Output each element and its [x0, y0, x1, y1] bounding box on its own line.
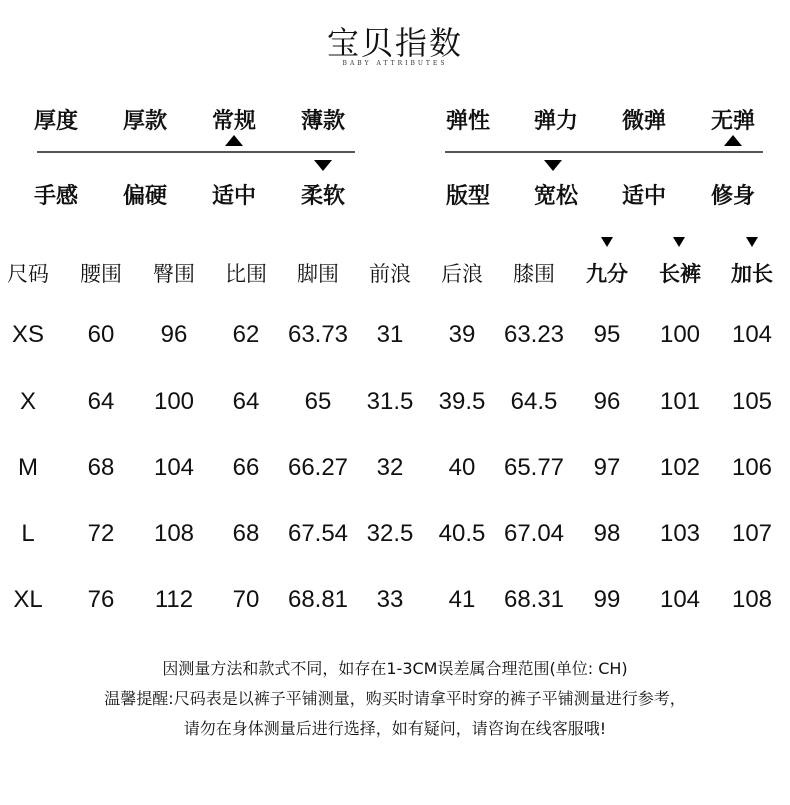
- elasticity-fit-scale-line: [445, 151, 763, 153]
- table-cell: 108: [153, 520, 195, 547]
- table-cell: 41: [448, 586, 476, 613]
- feel-option-medium: 适中: [211, 184, 256, 209]
- thickness-option-regular: 常规: [211, 109, 256, 134]
- table-cell: 63.73: [287, 321, 349, 348]
- table-cell: 102: [659, 454, 701, 481]
- length-marker-icon: [673, 237, 685, 247]
- fit-option-loose: 宽松: [533, 184, 578, 209]
- size-label: X: [19, 388, 36, 415]
- table-cell: 101: [659, 388, 701, 415]
- table-cell: 62: [232, 321, 260, 348]
- length-marker-icon: [601, 237, 613, 247]
- table-cell: 105: [731, 388, 773, 415]
- elasticity-option-slight: 微弹: [621, 109, 666, 134]
- table-cell: 96: [160, 321, 188, 348]
- feel-down-marker-icon: [314, 160, 332, 171]
- table-cell: 39: [448, 321, 476, 348]
- table-cell: 40.5: [438, 520, 486, 547]
- table-cell: 98: [593, 520, 621, 547]
- page-title: 宝贝指数: [326, 24, 463, 62]
- table-cell: 68.31: [503, 586, 565, 613]
- elasticity-option-stretch: 弹力: [533, 109, 578, 134]
- size-label: XS: [11, 321, 44, 348]
- elasticity-up-marker-icon: [724, 135, 742, 146]
- table-cell: 106: [731, 454, 773, 481]
- table-cell: 103: [659, 520, 701, 547]
- table-cell: 96: [593, 388, 621, 415]
- elasticity-label: 弹性: [445, 109, 490, 134]
- table-cell: 40: [448, 454, 476, 481]
- header-thigh: 比围: [225, 262, 267, 286]
- header-size: 尺码: [7, 262, 49, 286]
- header-extra-long: 加长: [731, 262, 773, 286]
- table-cell: 64: [87, 388, 115, 415]
- table-cell: 104: [153, 454, 195, 481]
- elasticity-option-none: 无弹: [710, 109, 755, 134]
- table-cell: 68: [87, 454, 115, 481]
- note-line-1: 因测量方法和款式不同，如存在1-3CM误差属合理范围(单位: CH): [162, 659, 628, 678]
- page-subtitle: BABY ATTRIBUTES: [342, 60, 448, 67]
- table-cell: 39.5: [438, 388, 486, 415]
- table-cell: 33: [376, 586, 404, 613]
- header-back-rise: 后浪: [441, 262, 483, 286]
- table-cell: 65: [304, 388, 332, 415]
- table-cell: 60: [87, 321, 115, 348]
- feel-option-soft: 柔软: [300, 184, 345, 209]
- table-cell: 104: [731, 321, 773, 348]
- thickness-option-thick: 厚款: [122, 109, 167, 134]
- header-knee: 膝围: [513, 262, 555, 286]
- thickness-option-thin: 薄款: [300, 109, 345, 134]
- header-front-rise: 前浪: [369, 262, 411, 286]
- header-hip: 臀围: [153, 262, 195, 286]
- table-cell: 68.81: [287, 586, 349, 613]
- header-leg-opening: 脚围: [297, 262, 339, 286]
- table-cell: 66.27: [287, 454, 349, 481]
- table-cell: 76: [87, 586, 115, 613]
- fit-option-medium: 适中: [621, 184, 666, 209]
- table-cell: 100: [153, 388, 195, 415]
- header-waist: 腰围: [80, 262, 122, 286]
- feel-option-hard: 偏硬: [122, 184, 167, 209]
- table-cell: 66: [232, 454, 260, 481]
- table-cell: 31: [376, 321, 404, 348]
- table-cell: 64: [232, 388, 260, 415]
- size-label: M: [18, 454, 38, 481]
- length-marker-icon: [746, 237, 758, 247]
- table-cell: 64.5: [510, 388, 558, 415]
- fit-option-slim: 修身: [710, 184, 755, 209]
- table-cell: 99: [593, 586, 621, 613]
- thickness-label: 厚度: [33, 109, 78, 134]
- table-cell: 31.5: [366, 388, 414, 415]
- header-long: 长裤: [659, 262, 701, 286]
- table-cell: 63.23: [503, 321, 565, 348]
- table-cell: 104: [659, 586, 701, 613]
- fit-down-marker-icon: [544, 160, 562, 171]
- thickness-feel-scale-line: [37, 151, 355, 153]
- table-cell: 108: [731, 586, 773, 613]
- thickness-up-marker-icon: [225, 135, 243, 146]
- fit-label: 版型: [445, 184, 490, 209]
- size-label: L: [21, 520, 35, 547]
- feel-label: 手感: [33, 184, 78, 209]
- table-cell: 107: [731, 520, 773, 547]
- table-cell: 67.54: [287, 520, 349, 547]
- table-cell: 95: [593, 321, 621, 348]
- table-cell: 65.77: [503, 454, 565, 481]
- note-line-3: 请勿在身体测量后进行选择，如有疑问，请咨询在线客服哦!: [183, 719, 607, 738]
- table-cell: 67.04: [503, 520, 565, 547]
- table-cell: 68: [232, 520, 260, 547]
- table-cell: 32.5: [366, 520, 414, 547]
- table-cell: 112: [154, 586, 194, 613]
- header-nine-tenths: 九分: [586, 262, 628, 286]
- size-label: XL: [13, 586, 43, 613]
- note-line-2: 温馨提醒:尺码表是以裤子平铺测量，购买时请拿平时穿的裤子平铺测量进行参考，: [104, 689, 686, 708]
- table-cell: 70: [232, 586, 260, 613]
- table-cell: 72: [87, 520, 115, 547]
- table-cell: 97: [593, 454, 621, 481]
- table-cell: 100: [659, 321, 701, 348]
- table-cell: 32: [376, 454, 404, 481]
